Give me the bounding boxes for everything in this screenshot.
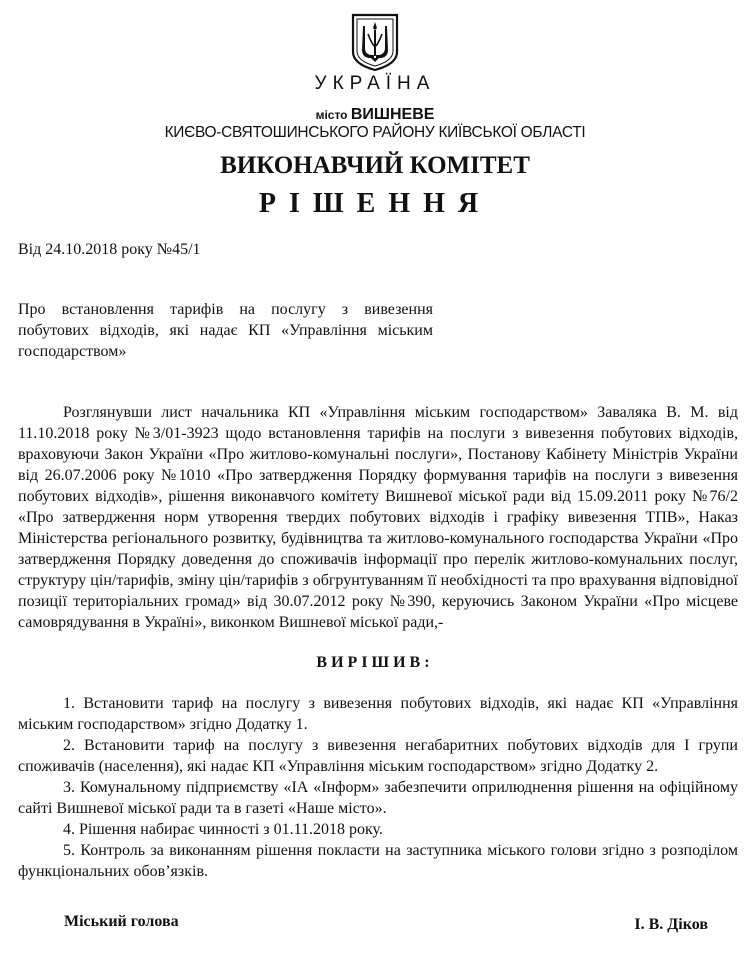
decision-item-1: 1. Встановити тариф на послугу з вивезення побутових відходів, які надає КП «Управління міським господарством» згідно Додатку 1. [18,695,738,733]
city-name: ВИШНЕВЕ [350,106,435,123]
preamble-paragraph: Розглянувши лист начальника КП «Управління міським господарством» Заваляка В. М. від 11.10.2018 року №3/01-3923 щодо встановлення тарифів на послуги з вивезення побутових відходів, враховуючи Закон України «Про житлово-комунальні послуги», Постанову Кабінету Міністрів України від 26.07.2006 року №1010 «Про затвердження Порядку формування тарифів на послуги з вивезення побутових відходів», рішення виконавчого комітету Вишневої міської ради від 15.09.2011 року №76/2 «Про затвердження норм утворення твердих побутових відходів і графіку вивезення ТПВ», Наказ Міністерства регіонального розвитку, будівництва та житлово-комунального господарства України «Про затвердження Порядку доведення до споживачів інформації про перелік житлово-комунальних послуг, структуру цін/тарифів, зміну цін/тарифів з обгрунтуванням її необхідності та про врахування відповідної позиції територіальних громад» від 30.07.2012 року №390, керуючись Законом України «Про місцеве самоврядування в Україні», виконком Вишневої міської ради,- [18,404,738,631]
city-prefix: місто [315,108,351,122]
signatory-title: Міський голова [64,913,179,930]
signatory-name: І. В. Діков [634,916,708,933]
decision-subject: Про встановлення тарифів на послугу з вивезення побутових відходів, які надає КП «Управління міським господарством» [18,301,433,360]
country-name: УКРАЇНА [314,73,436,94]
decision-item-5: 5. Контроль за виконанням рішення покласти на заступника міського голови згідно з розподілом функціональних обов’язків. [18,842,738,880]
decision-item-3: 3. Комунальному підприємству «ІА «Інформ» забезпечити оприлюднення рішення на офіційному сайті Вишневої міської ради та в газеті «Наше місто». [18,779,738,817]
committee-title: ВИКОНАВЧИЙ КОМІТЕТ [220,152,530,179]
city-line [0,106,750,124]
date-number-line: Від 24.10.2018 року №45/1 [18,241,201,258]
decision-item-2: 2. Встановити тариф на послугу з вивезення негабаритних побутових відходів для І групи споживачів (населення), які надає КП «Управління міським господарством» згідно Додатку 2. [18,737,738,775]
preamble-block [18,402,738,633]
document-type-title: РІШЕННЯ [258,188,492,219]
district-line: КИЄВО-СВЯТОШИНСЬКОГО РАЙОНУ КИЇВСЬКОЇ ОБЛАСТІ [164,124,586,141]
decision-items [18,693,738,882]
decision-item-4: 4. Рішення набирає чинності з 01.11.2018 року. [63,821,383,838]
coat-of-arms-icon [350,12,400,72]
resolved-heading: ВИРІШИВ: [316,654,434,671]
